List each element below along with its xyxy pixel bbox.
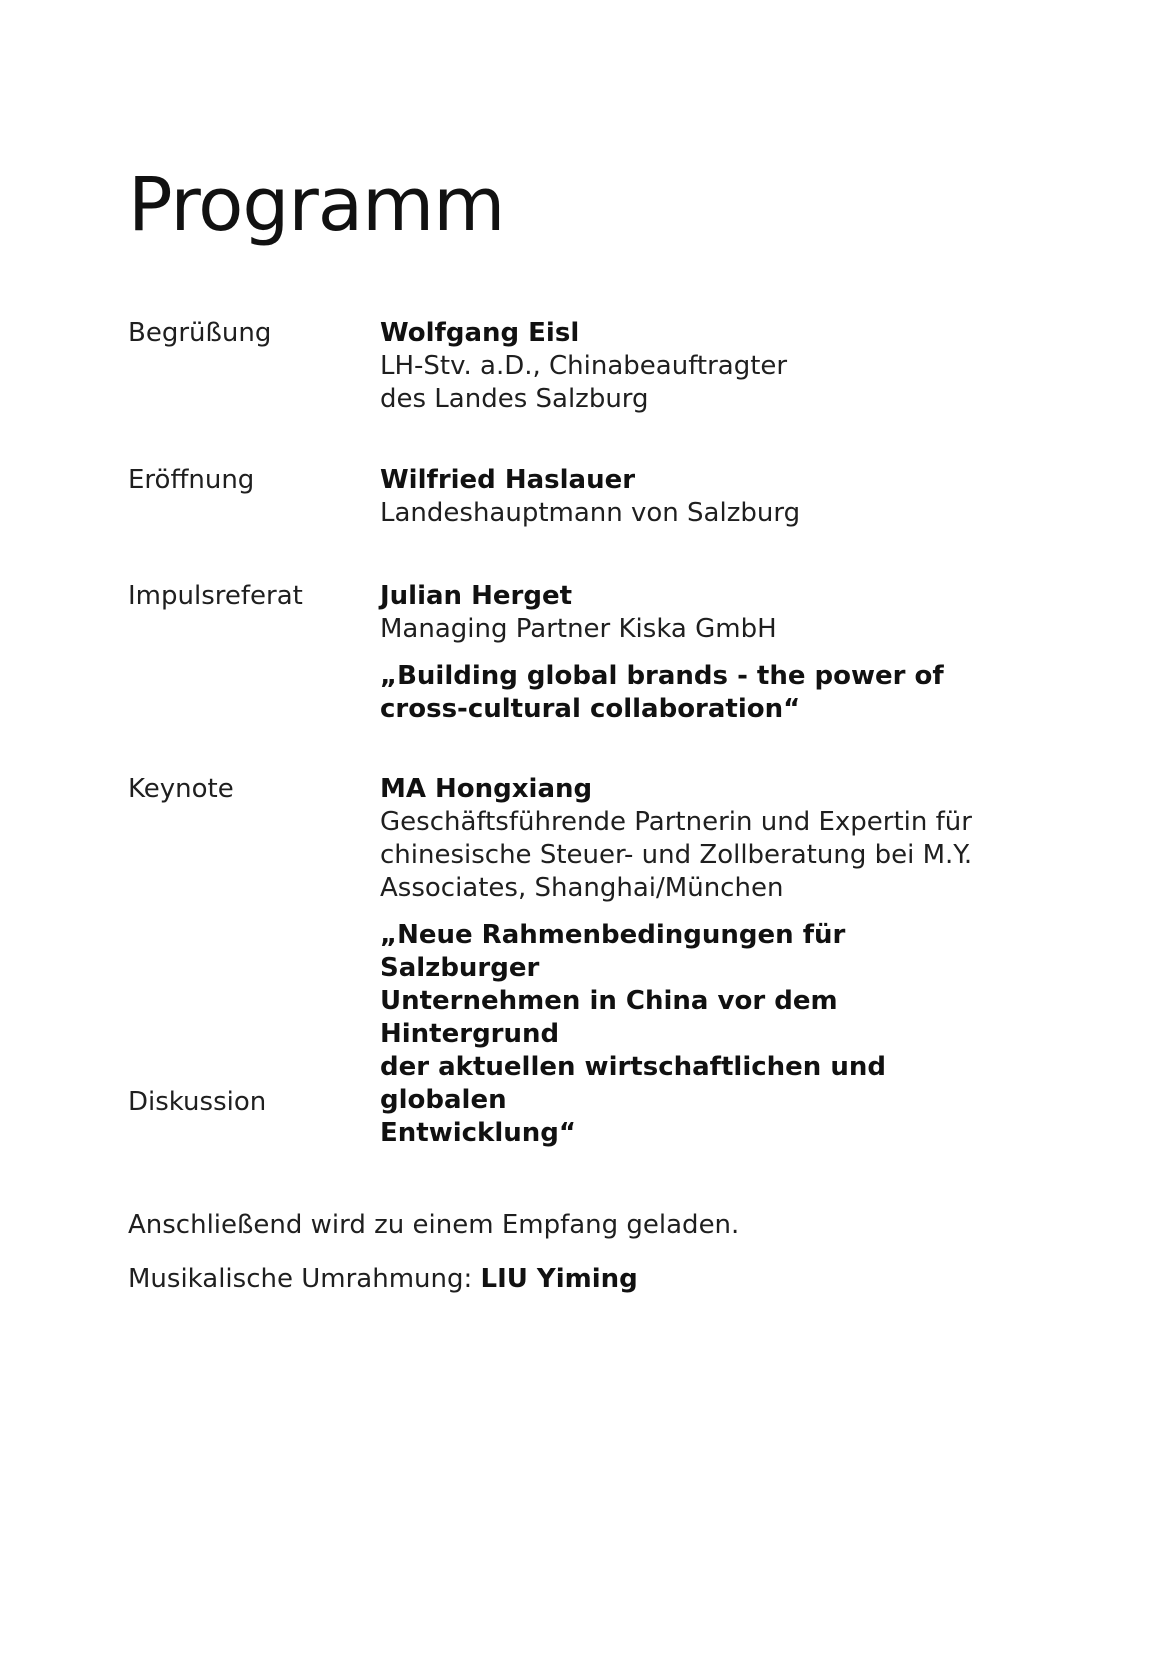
talk-title-line: „Neue Rahmenbedingungen für Salzburger (380, 920, 846, 983)
talk-title-line: cross-cultural collaboration“ (380, 694, 801, 724)
musician-name: LIU Yiming (480, 1264, 638, 1294)
talk-title-line: der aktuellen wirtschaftlichen und globalen (380, 1052, 886, 1115)
speaker-name: MA Hongxiang (380, 774, 593, 804)
program-item-content (380, 773, 980, 1150)
speaker-name: Julian Herget (380, 581, 573, 611)
speaker-role-line: Managing Partner Kiska GmbH (380, 614, 777, 644)
program-item-label: Impulsreferat (128, 581, 303, 611)
speaker-name: Wolfgang Eisl (380, 318, 580, 348)
program-item-content (380, 317, 980, 416)
talk-title-line: Unternehmen in China vor dem Hintergrund (380, 986, 838, 1049)
program-item-label: Begrüßung (128, 318, 272, 348)
talk-title-line: Entwicklung“ (380, 1118, 576, 1148)
speaker-name: Wilfried Haslauer (380, 465, 636, 495)
page-title: Programm (128, 162, 505, 248)
program-item-label: Eröffnung (128, 465, 255, 495)
speaker-role-line: LH-Stv. a.D., Chinabeauftragter (380, 351, 788, 381)
speaker-role-line: chinesische Steuer- und Zollberatung bei M.Y. (380, 840, 973, 870)
reception-note: Anschließend wird zu einem Empfang geladen. (128, 1210, 740, 1240)
speaker-role-line: Associates, Shanghai/München (380, 873, 784, 903)
program-item-label: Keynote (128, 774, 234, 804)
program-item-label: Diskussion (128, 1087, 267, 1117)
talk-title-line: „Building global brands - the power of (380, 661, 944, 691)
speaker-role-line: des Landes Salzburg (380, 384, 649, 414)
program-item-content (380, 580, 980, 726)
program-item-content (380, 464, 980, 530)
music-note (128, 1263, 638, 1296)
speaker-role-line: Landeshauptmann von Salzburg (380, 498, 801, 528)
music-label: Musikalische Umrahmung: (128, 1264, 473, 1294)
talk-title (380, 919, 980, 1150)
speaker-role-line: Geschäftsführende Partnerin und Expertin für (380, 807, 972, 837)
talk-title (380, 660, 980, 726)
